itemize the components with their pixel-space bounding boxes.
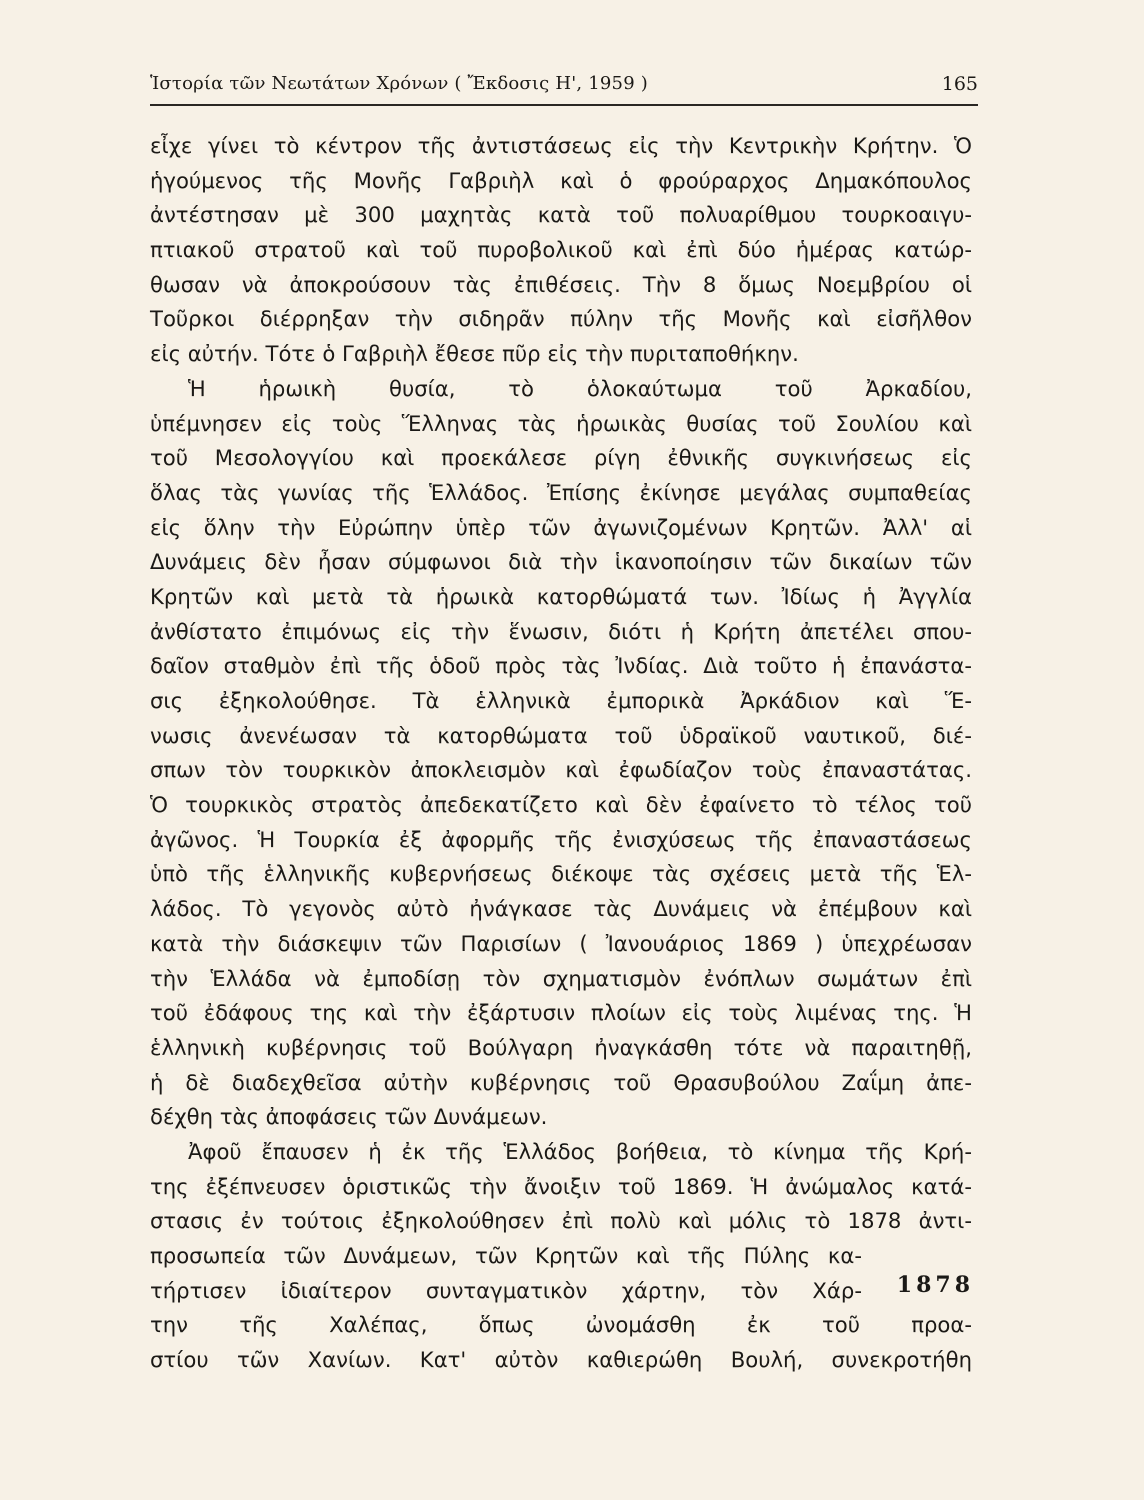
text-line: Κρητῶν καὶ μετὰ τὰ ἡρωικὰ κατορθώματά των. Ἰδίως ἡ Ἀγγλία [150, 583, 972, 609]
text-line: προσωπεία τῶν Δυνάμεων, τῶν Κρητῶν καὶ τῆς Πύλης κα- [150, 1243, 862, 1268]
text-line: Τοῦρκοι διέρρηξαν τὴν σιδηρᾶν πύλην τῆς Μονῆς καὶ εἰσῆλθον [150, 306, 972, 332]
header-title: Ἱστορία τῶν Νεωτάτων Χρόνων ( Ἔκδοσις Η', 1959 ) [150, 73, 649, 94]
text-line: σπων τὸν τουρκικὸν ἀποκλεισμὸν καὶ ἐφωδίαζον τοὺς ἐπαναστάτας. [150, 757, 972, 783]
text-line: εἰς αὐτήν. Τότε ὁ Γαβριὴλ ἔθεσε πῦρ εἰς τὴν πυριταποθήκην. [150, 341, 799, 367]
text-line: εἶχε γίνει τὸ κέντρον τῆς ἀντιστάσεως εἰς τὴν Κεντρικὴν Κρήτην. Ὁ [150, 133, 972, 158]
text-line: εἰς ὅλην τὴν Εὐρώπην ὑπὲρ τῶν ἀγωνιζομένων Κρητῶν. Ἀλλ' αἱ [150, 514, 972, 540]
text-line: τοῦ Μεσολογγίου καὶ προεκάλεσε ρίγη ἐθνικῆς συγκινήσεως εἰς [150, 445, 972, 471]
text-line: δαῖον σταθμὸν ἐπὶ τῆς ὁδοῦ πρὸς τὰς Ἰνδίας. Διὰ τοῦτο ἡ ἐπανάστα- [150, 653, 972, 679]
text-line: Ἡ ἡρωικὴ θυσία, τὸ ὁλοκαύτωμα τοῦ Ἀρκαδίου, [188, 375, 972, 401]
text-line: ἡγούμενος τῆς Μονῆς Γαβριὴλ καὶ ὁ φρούραρχος Δημακόπουλος [150, 167, 972, 193]
text-line: ἀγῶνος. Ἡ Τουρκία ἐξ ἀφορμῆς τῆς ἐνισχύσεως τῆς ἐπαναστάσεως [150, 826, 972, 852]
text-line: ὑπὸ τῆς ἑλληνικῆς κυβερνήσεως διέκοψε τὰς σχέσεις μετὰ τῆς Ἑλ- [150, 861, 972, 887]
text-line: ἀντέστησαν μὲ 300 μαχητὰς κατὰ τοῦ πολυαρίθμου τουρκοαιγυ- [150, 202, 972, 228]
text-line: θωσαν νὰ ἀποκρούσουν τὰς ἐπιθέσεις. Τὴν 8 ὅμως Νοεμβρίου οἱ [150, 271, 972, 297]
text-line: λάδος. Τὸ γεγονὸς αὐτὸ ἠνάγκασε τὰς Δυνάμεις νὰ ἐπέμβουν καὶ [150, 896, 972, 922]
text-line: στασις ἐν τούτοις ἐξηκολούθησεν ἐπὶ πολὺ καὶ μόλις τὸ 1878 ἀντι- [150, 1208, 972, 1234]
text-line: ἑλληνικὴ κυβέρνησις τοῦ Βούλγαρη ἠναγκάσθη τότε νὰ παραιτηθῇ, [150, 1034, 972, 1060]
text-line: ὑπέμνησεν εἰς τοὺς Ἕλληνας τὰς ἡρωικὰς θυσίας τοῦ Σουλίου καὶ [150, 410, 972, 436]
text-line: κατὰ τὴν διάσκεψιν τῶν Παρισίων ( Ἰανουάριος 1869 ) ὑπεχρέωσαν [150, 930, 972, 956]
text-line: νωσις ἀνενέωσαν τὰ κατορθώματα τοῦ ὑδραϊκοῦ ναυτικοῦ, διέ- [150, 722, 972, 748]
text-line: ἡ δὲ διαδεχθεῖσα αὐτὴν κυβέρνησις τοῦ Θρασυβούλου Ζαΐμη ἀπε- [150, 1069, 972, 1095]
text-line: Δυνάμεις δὲν ἦσαν σύμφωνοι διὰ τὴν ἱκανοποίησιν τῶν δικαίων τῶν [150, 549, 972, 575]
body-text [150, 129, 972, 1378]
text-line: στίου τῶν Χανίων. Κατ' αὐτὸν καθιερώθη Βουλή, συνεκροτήθη [150, 1347, 972, 1373]
text-line: Ὁ τουρκικὸς στρατὸς ἀπεδεκατίζετο καὶ δὲν ἐφαίνετο τὸ τέλος τοῦ [150, 792, 972, 818]
text-line: τοῦ ἐδάφους της καὶ τὴν ἐξάρτυσιν πλοίων εἰς τοὺς λιμένας της. Ἡ [150, 1000, 972, 1026]
text-line: σις ἐξηκολούθησε. Τὰ ἑλληνικὰ ἐμπορικὰ Ἀρκάδιον καὶ Ἕ- [150, 688, 972, 713]
header-rule [150, 104, 978, 106]
text-line: την τῆς Χαλέπας, ὅπως ὠνομάσθη ἐκ τοῦ προα- [150, 1312, 972, 1338]
text-line: Ἀφοῦ ἔπαυσεν ἡ ἐκ τῆς Ἑλλάδος βοήθεια, τὸ κίνημα τῆς Κρή- [188, 1138, 972, 1164]
text-line: ὅλας τὰς γωνίας τῆς Ἑλλάδος. Ἐπίσης ἐκίνησε μεγάλας συμπαθείας [150, 479, 972, 505]
running-header [150, 70, 978, 102]
margin-year-note: 1878 [896, 1272, 974, 1298]
text-line: τὴν Ἑλλάδα νὰ ἐμποδίσῃ τὸν σχηματισμὸν ἐνόπλων σωμάτων ἐπὶ [150, 965, 972, 991]
text-line: δέχθη τὰς ἀποφάσεις τῶν Δυνάμεων. [150, 1104, 548, 1130]
text-line: τήρτισεν ἰδιαίτερον συνταγματικὸν χάρτην, τὸν Χάρ- [150, 1277, 862, 1303]
text-line: ἀνθίστατο ἐπιμόνως εἰς τὴν ἕνωσιν, διότι ἡ Κρήτη ἀπετέλει σπου- [150, 618, 972, 644]
text-line: της ἐξέπνευσεν ὁριστικῶς τὴν ἄνοιξιν τοῦ 1869. Ἡ ἀνώμαλος κατά- [150, 1173, 972, 1199]
page-number: 165 [941, 73, 978, 95]
text-line: πτιακοῦ στρατοῦ καὶ τοῦ πυροβολικοῦ καὶ ἐπὶ δύο ἡμέρας κατώρ- [150, 237, 972, 263]
